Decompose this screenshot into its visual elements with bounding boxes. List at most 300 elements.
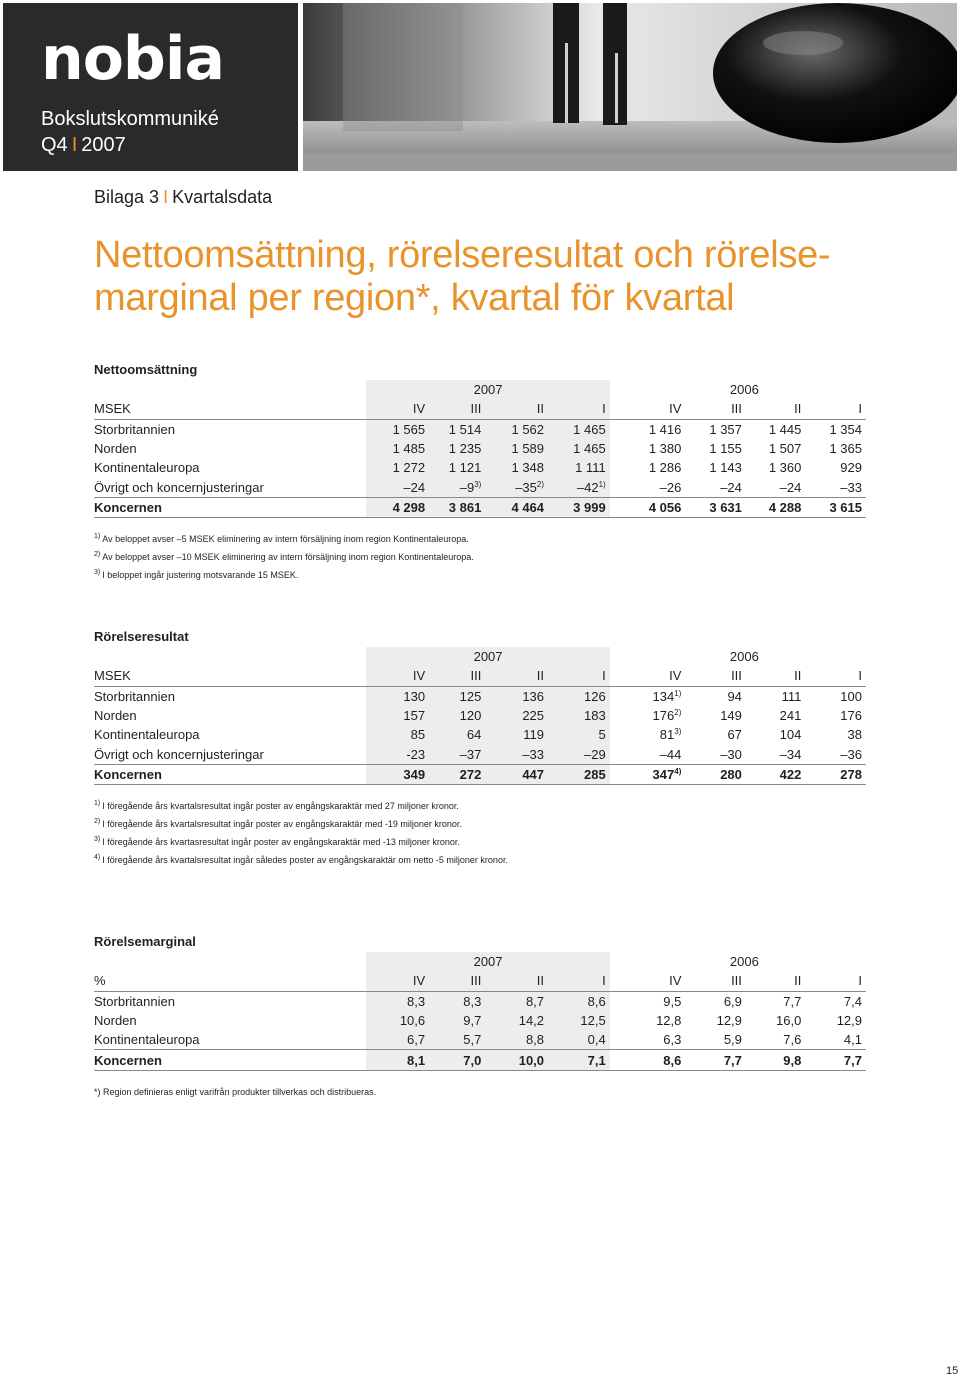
kitchen-photo-illustration	[303, 3, 957, 171]
footnote-marker: 2)	[674, 708, 682, 718]
value-cell	[746, 419, 805, 439]
value-cell	[805, 419, 866, 439]
value-cell	[746, 706, 805, 725]
value-cell	[548, 1011, 610, 1030]
value: 134	[652, 688, 675, 704]
value-cell	[805, 991, 866, 1011]
footnote-marker: 1)	[598, 479, 606, 489]
value: 4 056	[648, 499, 682, 515]
gap-cell	[610, 1011, 623, 1030]
value: 120	[459, 708, 482, 724]
row-label: Kontinentaleuropa	[94, 727, 200, 743]
value-cell	[548, 706, 610, 725]
value-cell	[485, 1011, 548, 1030]
value: 4,1	[843, 1032, 862, 1048]
value: 7,4	[843, 993, 862, 1009]
value-cell	[366, 1050, 429, 1070]
value-cell	[623, 764, 686, 784]
quarter-header: II	[746, 971, 805, 991]
total-row	[94, 1050, 866, 1070]
value-cell	[366, 419, 429, 439]
value-cell	[685, 991, 746, 1011]
quarter-header: IV	[623, 666, 686, 686]
value: 12,5	[580, 1013, 606, 1029]
value-cell	[366, 1011, 429, 1030]
footnotes	[94, 797, 866, 869]
value: 12,9	[716, 1013, 742, 1029]
value: 241	[779, 708, 802, 724]
value: 38	[847, 727, 862, 743]
value-cell	[746, 1011, 805, 1030]
year-2006-header: 2006	[729, 954, 759, 970]
value-cell	[805, 1030, 866, 1050]
footnote	[94, 530, 866, 548]
value-cell	[548, 686, 610, 706]
value: 6,3	[663, 1032, 682, 1048]
value-cell	[805, 1011, 866, 1030]
nobia-logo: nobia	[41, 24, 224, 94]
value-cell	[623, 744, 686, 764]
value-cell	[548, 439, 610, 458]
value: 1 445	[768, 421, 802, 437]
year-2007-header: 2007	[366, 647, 609, 666]
value-cell	[429, 686, 485, 706]
value: 8,8	[525, 1032, 545, 1048]
operating-margin-section	[94, 933, 866, 1101]
value: 104	[779, 727, 802, 743]
row-label: Koncernen	[94, 764, 366, 784]
value-cell	[366, 764, 429, 784]
quarter-header: II	[485, 399, 548, 419]
value-cell	[429, 477, 485, 497]
value: 7,7	[783, 993, 802, 1009]
value: 347	[652, 766, 675, 782]
total-row	[94, 764, 866, 784]
value: 130	[403, 688, 426, 704]
value: 1 465	[573, 441, 606, 457]
year-row	[94, 380, 866, 399]
footnotes	[94, 1083, 866, 1101]
value: 1 348	[511, 460, 545, 476]
value-cell	[685, 458, 746, 477]
gap-cell	[610, 497, 623, 517]
quarter-header: III	[429, 971, 485, 991]
footnote	[94, 566, 866, 584]
appendix-label: Bilaga 3	[94, 187, 160, 207]
value-cell	[548, 1050, 610, 1070]
table-row	[94, 744, 866, 764]
value-cell	[805, 1050, 866, 1070]
footnote-marker: 3)	[474, 479, 482, 489]
value: –42	[576, 479, 599, 495]
quarter-header: I	[548, 399, 610, 419]
quarter-header: II	[746, 666, 805, 686]
value: 119	[523, 727, 545, 743]
quarter-header: III	[685, 399, 746, 419]
value: 9,8	[783, 1052, 802, 1068]
quarter-header: II	[485, 971, 548, 991]
value: 64	[466, 727, 482, 743]
gap-cell	[610, 380, 623, 399]
gap-cell	[610, 686, 623, 706]
value-cell	[366, 439, 429, 458]
value-cell	[485, 686, 548, 706]
row-label: Övrigt och koncernjusteringar	[94, 479, 264, 495]
value: 8,7	[525, 993, 545, 1009]
value: 5,7	[463, 1032, 482, 1048]
value: 278	[840, 766, 862, 782]
value-cell	[429, 706, 485, 725]
value-cell	[548, 497, 610, 517]
quarter-header: II	[746, 399, 805, 419]
value: 1 365	[829, 441, 862, 457]
year-row	[94, 647, 866, 666]
value: 157	[403, 708, 426, 724]
value-cell	[805, 725, 866, 744]
footnote-text: I föregående års kvartalsresultat ingår poster av engångskaraktär med 27 miljoner kronor.	[102, 801, 459, 812]
value-cell	[366, 458, 429, 477]
value-cell	[746, 686, 805, 706]
data-table	[94, 380, 866, 518]
appendix-heading	[94, 187, 272, 208]
gap-cell	[610, 764, 623, 784]
value: 176	[840, 708, 862, 724]
blank-cell	[94, 380, 366, 399]
document-period	[41, 133, 126, 158]
value: 6,7	[407, 1032, 426, 1048]
quarter-header: IV	[623, 399, 686, 419]
section-title: Rörelsemarginal	[94, 934, 196, 949]
value-cell	[429, 764, 485, 784]
value-cell	[429, 497, 485, 517]
value: 94	[727, 688, 742, 704]
operating-profit-section	[94, 628, 866, 869]
value-cell	[623, 497, 686, 517]
value: 10,6	[399, 1013, 426, 1029]
value-cell	[429, 1030, 485, 1050]
value: 0,4	[587, 1032, 606, 1048]
value: –37	[459, 746, 482, 762]
footnote-marker: 1)	[94, 800, 101, 808]
value-cell	[685, 477, 746, 497]
total-row	[94, 497, 866, 517]
footnote	[94, 1083, 866, 1101]
value: 67	[727, 727, 742, 743]
footnote-marker: 3)	[94, 569, 101, 577]
quarter-header: III	[429, 399, 485, 419]
period-quarter: Q4	[41, 134, 68, 156]
value: 81	[659, 727, 675, 743]
value: 7,1	[587, 1052, 606, 1068]
blank-cell	[94, 952, 366, 971]
footnote-marker: 4)	[94, 854, 101, 862]
value: -23	[406, 746, 426, 762]
value-cell	[548, 419, 610, 439]
value-cell	[485, 991, 548, 1011]
value: 12,8	[656, 1013, 682, 1029]
value: 12,9	[836, 1013, 862, 1029]
footnote-text: I beloppet ingår justering motsvarande 15 MSEK.	[102, 570, 299, 581]
value: 349	[403, 766, 426, 782]
value: 7,0	[463, 1052, 482, 1068]
value: –33	[522, 746, 545, 762]
value: 1 235	[448, 441, 482, 457]
footnote-text: Av beloppet avser –10 MSEK eliminering av intern försäljning inom region Kontinentaleuropa.	[102, 552, 474, 563]
quarter-header: IV	[623, 971, 686, 991]
value-cell	[746, 477, 805, 497]
value-cell	[805, 706, 866, 725]
footnote-marker: 2)	[536, 479, 545, 489]
column-header-row	[94, 399, 866, 419]
row-label: Storbritannien	[94, 993, 175, 1009]
value: 149	[720, 708, 742, 724]
footnotes	[94, 530, 866, 584]
value: 7,7	[723, 1052, 742, 1068]
value-cell	[805, 439, 866, 458]
value-cell	[548, 744, 610, 764]
quarter-header: I	[805, 666, 866, 686]
section-title: Nettoomsättning	[94, 362, 198, 377]
quarter-header: I	[805, 971, 866, 991]
value: –44	[659, 746, 682, 762]
footnote-marker: 4)	[674, 766, 682, 776]
value-cell	[366, 477, 429, 497]
value: 8,6	[587, 993, 606, 1009]
table-row	[94, 991, 866, 1011]
quarter-header: II	[485, 666, 548, 686]
value-cell	[685, 419, 746, 439]
value-cell	[746, 764, 805, 784]
footnote-marker: 2)	[94, 551, 101, 559]
value-cell	[485, 419, 548, 439]
quarter-header: I	[805, 399, 866, 419]
footnote-text: I föregående års kvartalsresultat ingår således poster av engångskaraktär om netto -5 miljoner kronor.	[102, 855, 508, 866]
value-cell	[366, 686, 429, 706]
table-row	[94, 725, 866, 744]
value: –33	[840, 479, 862, 495]
value-cell	[548, 477, 610, 497]
value: –34	[779, 746, 802, 762]
value: 10,0	[518, 1052, 545, 1068]
main-title: Nettoomsättning, rörelseresultat och rörelse-marginal per region*, kvartal för kvartal	[94, 234, 831, 319]
footnote-marker: 1)	[94, 533, 101, 541]
net-sales-section	[94, 361, 866, 584]
unit-label: %	[94, 971, 366, 991]
table-row	[94, 1011, 866, 1030]
value-cell	[548, 725, 610, 744]
value: 1 354	[829, 421, 862, 437]
value: 1 143	[709, 460, 742, 476]
quarter-header: III	[429, 666, 485, 686]
value-cell	[548, 764, 610, 784]
gap-cell	[610, 744, 623, 764]
footnote-marker: 3)	[674, 727, 682, 737]
value-cell	[429, 725, 485, 744]
value: 7,6	[783, 1032, 802, 1048]
value: 14,2	[518, 1013, 545, 1029]
value-cell	[685, 764, 746, 784]
value-cell	[485, 458, 548, 477]
value-cell	[746, 991, 805, 1011]
value: 1 155	[709, 441, 742, 457]
value: 111	[781, 688, 802, 704]
value-cell	[685, 706, 746, 725]
value: 16,0	[776, 1013, 802, 1029]
row-label: Norden	[94, 441, 137, 457]
gap-cell	[610, 399, 623, 419]
value-cell	[685, 725, 746, 744]
value-cell	[429, 1050, 485, 1070]
value: 1 589	[511, 441, 545, 457]
value: 1 465	[573, 421, 606, 437]
value: 3 631	[709, 499, 742, 515]
section-title: Rörelseresultat	[94, 629, 189, 644]
appendix-name: Kvartalsdata	[172, 187, 273, 207]
value-cell	[746, 725, 805, 744]
gap-cell	[610, 991, 623, 1011]
value: 85	[410, 727, 426, 743]
value: –24	[403, 479, 426, 495]
row-label: Koncernen	[94, 497, 366, 517]
value-cell	[805, 764, 866, 784]
value-cell	[623, 686, 686, 706]
footnote-text: I föregående års kvartasresultat ingår poster av engångskaraktär med -13 miljoner kronor.	[102, 837, 460, 848]
value-cell	[366, 991, 429, 1011]
value-cell	[429, 1011, 485, 1030]
value-cell	[485, 1030, 548, 1050]
value-cell	[746, 497, 805, 517]
gap-cell	[610, 458, 623, 477]
value-cell	[805, 458, 866, 477]
value-cell	[485, 477, 548, 497]
value-cell	[685, 1011, 746, 1030]
value-cell	[366, 497, 429, 517]
value: 125	[459, 688, 482, 704]
table-row	[94, 439, 866, 458]
gap-cell	[610, 971, 623, 991]
table-row	[94, 419, 866, 439]
value-cell	[548, 458, 610, 477]
value: 9,5	[663, 993, 682, 1009]
value: –26	[659, 479, 682, 495]
value-cell	[805, 686, 866, 706]
kitchen-photo	[303, 3, 957, 171]
year-2006-header: 2006	[729, 382, 759, 398]
value: 1 121	[448, 460, 482, 476]
value: –24	[720, 479, 742, 495]
value-cell	[623, 477, 686, 497]
value-cell	[623, 1011, 686, 1030]
footnote	[94, 815, 866, 833]
value-cell	[746, 744, 805, 764]
column-header-row	[94, 666, 866, 686]
value-cell	[485, 1050, 548, 1070]
value: 1 416	[648, 421, 682, 437]
gap-cell	[610, 666, 623, 686]
gap-cell	[610, 1030, 623, 1050]
table-row	[94, 1030, 866, 1050]
value-cell	[623, 725, 686, 744]
value: 1 272	[392, 460, 426, 476]
gap-cell	[610, 725, 623, 744]
value-cell	[685, 1050, 746, 1070]
blank-cell	[94, 647, 366, 666]
quarter-header: I	[548, 971, 610, 991]
value: 1 565	[392, 421, 426, 437]
unit-label: MSEK	[94, 399, 366, 419]
row-label: Övrigt och koncernjusteringar	[94, 746, 264, 762]
value: –9	[459, 479, 475, 495]
value: 4 464	[511, 499, 545, 515]
value-cell	[485, 439, 548, 458]
value-cell	[366, 744, 429, 764]
value: 1 357	[709, 421, 742, 437]
row-label: Koncernen	[94, 1050, 366, 1070]
row-label: Storbritannien	[94, 688, 175, 704]
value: 3 999	[573, 499, 606, 515]
value: 176	[652, 708, 675, 724]
quarter-header: III	[685, 666, 746, 686]
value: 183	[584, 708, 606, 724]
data-table	[94, 952, 866, 1071]
document-title: Bokslutskommuniké	[41, 108, 219, 130]
value: –35	[515, 479, 537, 495]
quarter-header: I	[548, 666, 610, 686]
value: 5	[598, 727, 606, 743]
table-row	[94, 686, 866, 706]
value: 136	[522, 688, 545, 704]
value-cell	[623, 991, 686, 1011]
value: 422	[779, 766, 802, 782]
column-header-row	[94, 971, 866, 991]
value-cell	[685, 497, 746, 517]
value: 6,9	[723, 993, 742, 1009]
value-cell	[746, 1050, 805, 1070]
gap-cell	[610, 952, 623, 971]
value-cell	[623, 419, 686, 439]
value: –36	[840, 746, 862, 762]
year-2007-header: 2007	[366, 380, 609, 399]
row-label: Norden	[94, 708, 137, 724]
value: 8,6	[663, 1052, 682, 1068]
value: 126	[584, 688, 606, 704]
table-row	[94, 477, 866, 497]
gap-cell	[610, 439, 623, 458]
value-cell	[746, 458, 805, 477]
footnote-marker: 3)	[94, 836, 101, 844]
quarter-header: III	[685, 971, 746, 991]
value: 929	[840, 460, 862, 476]
footnote-text: Av beloppet avser –5 MSEK eliminering av intern försäljning inom region Kontinentaleuropa.	[102, 534, 469, 545]
row-label: Norden	[94, 1013, 137, 1029]
quarter-header: IV	[366, 666, 429, 686]
table-row	[94, 706, 866, 725]
year-2006-header: 2006	[729, 649, 759, 665]
appendix-separator: I	[163, 187, 169, 207]
footnote-text: I föregående års kvartalsresultat ingår poster av engångskaraktär med -19 miljoner kronor.	[102, 819, 462, 830]
value-cell	[548, 1030, 610, 1050]
quarter-header: IV	[366, 399, 429, 419]
value-cell	[623, 706, 686, 725]
value: 8,3	[407, 993, 426, 1009]
gap-cell	[610, 419, 623, 439]
value: 1 562	[511, 421, 545, 437]
value-cell	[366, 1030, 429, 1050]
period-separator: I	[71, 134, 78, 156]
value: –30	[720, 746, 742, 762]
value: 447	[522, 766, 545, 782]
value-cell	[623, 1030, 686, 1050]
